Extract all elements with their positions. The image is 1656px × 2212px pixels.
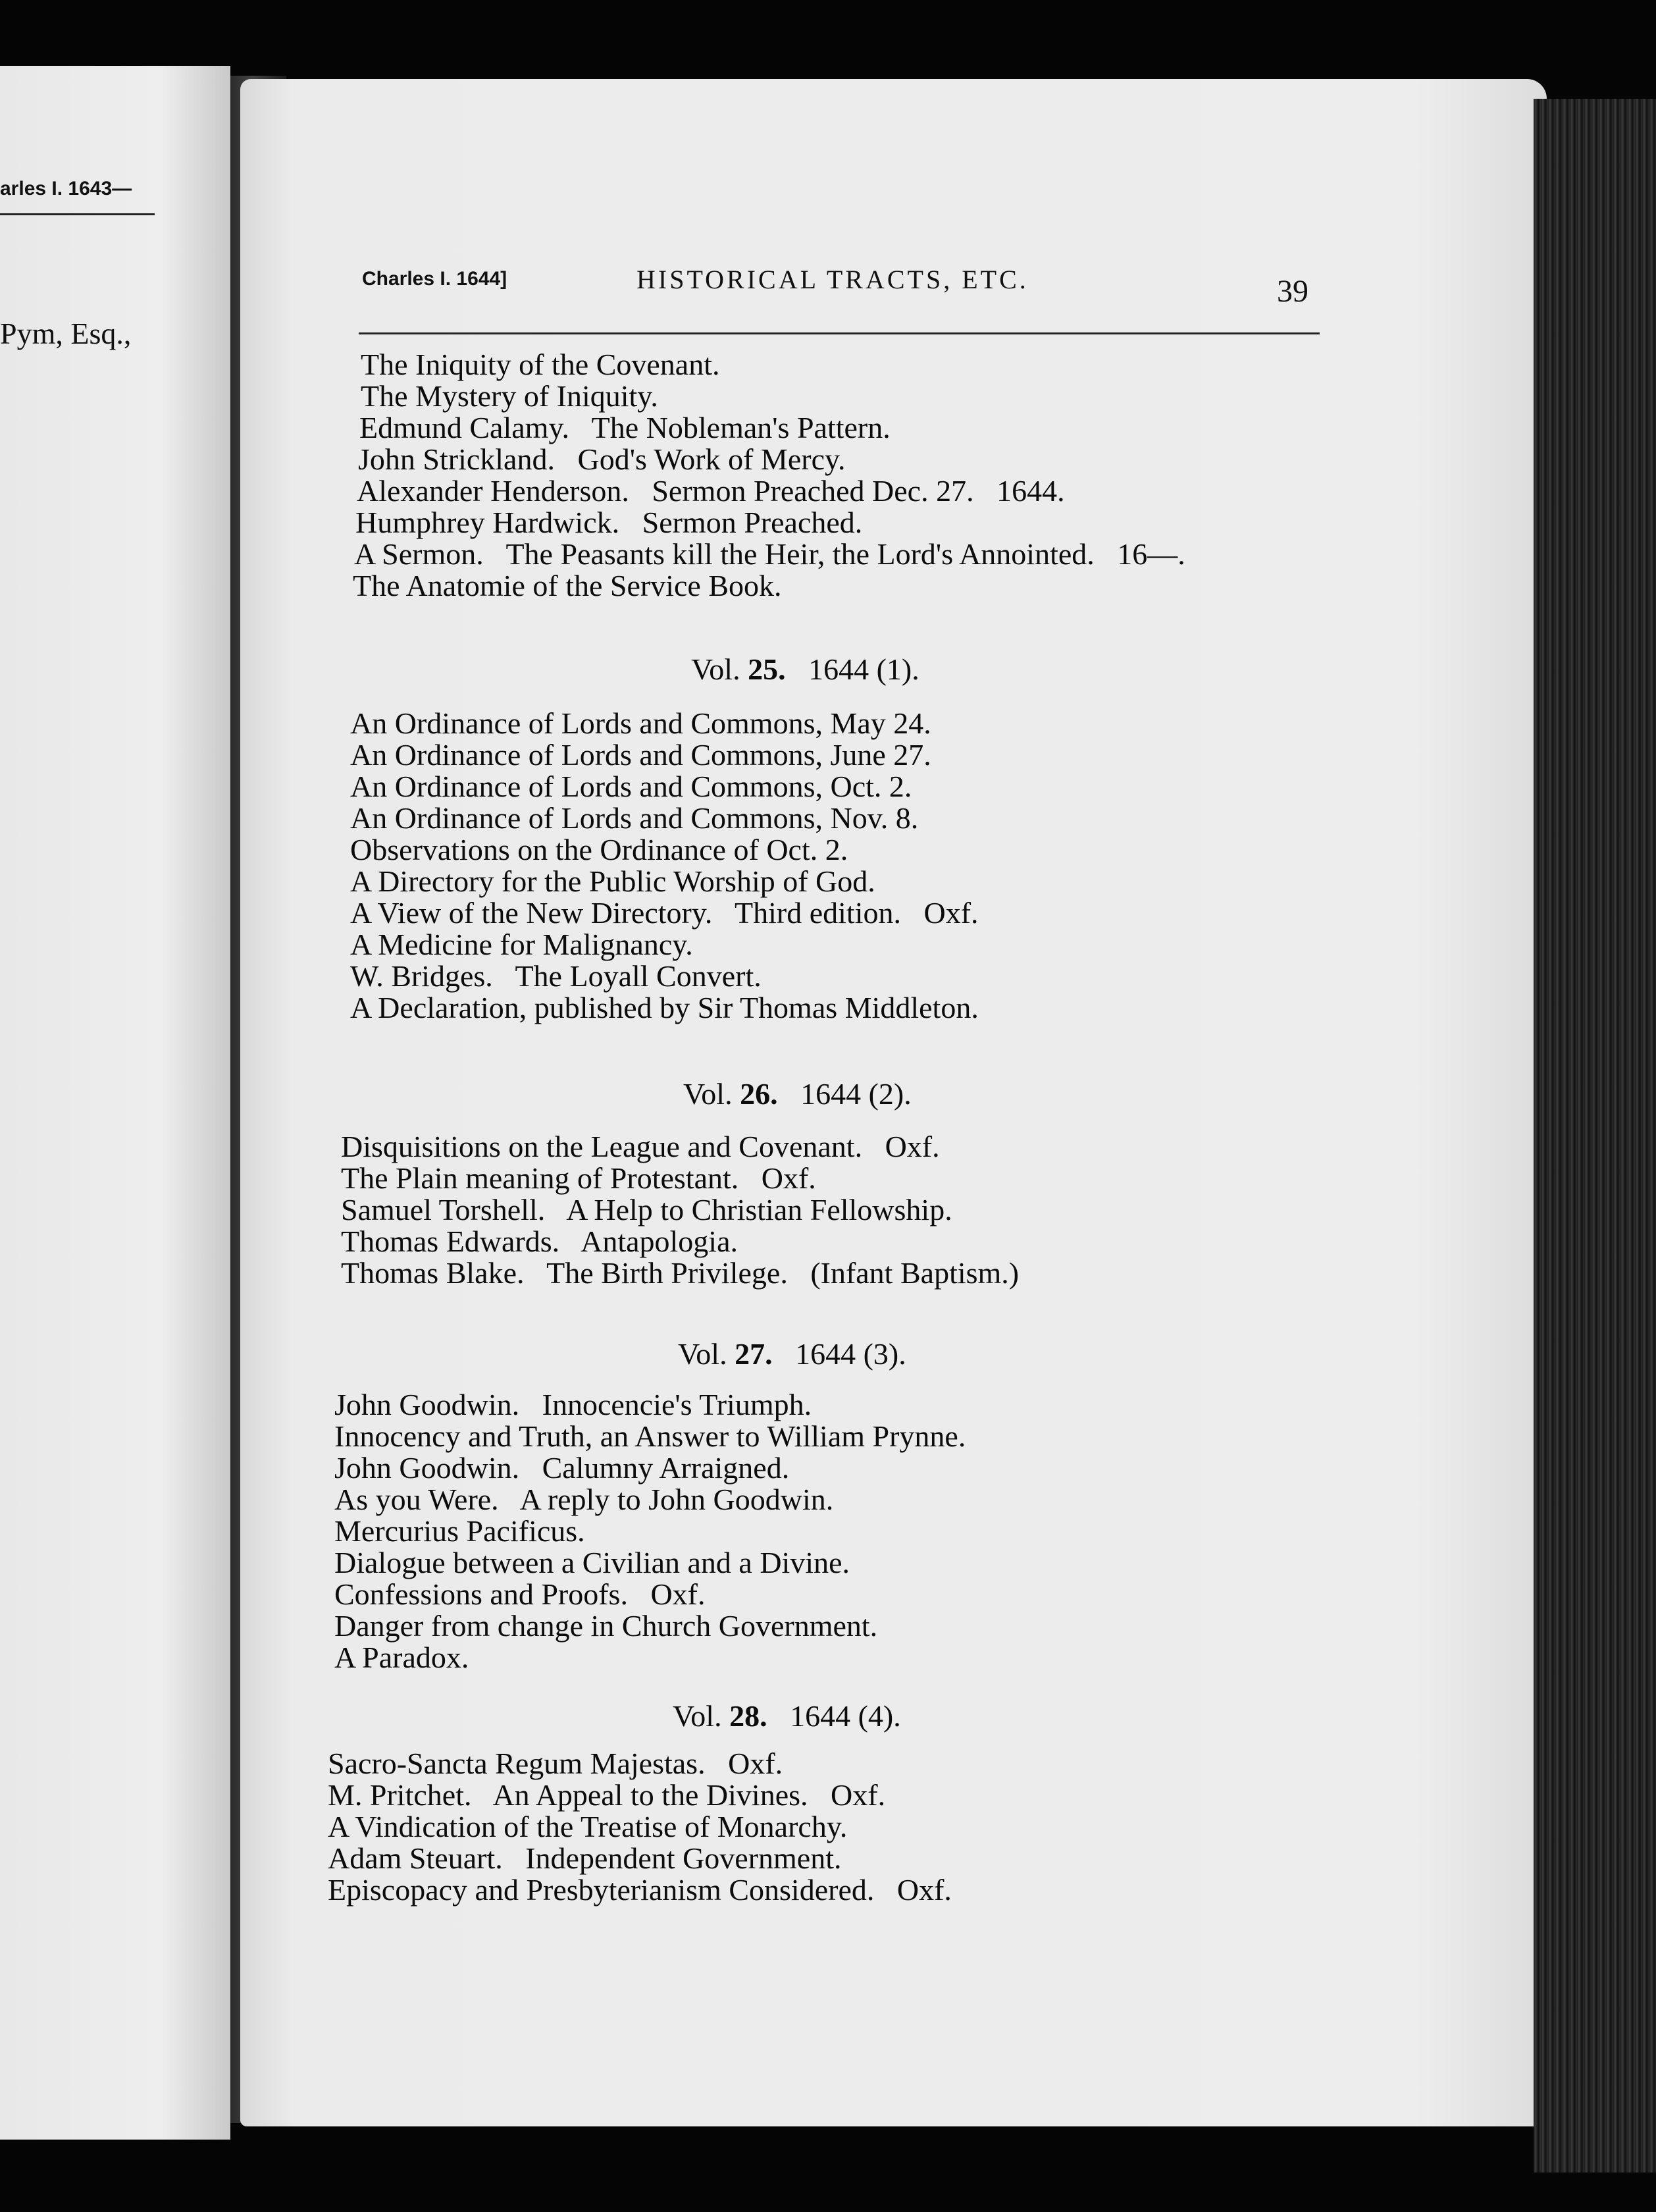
list-item: A Medicine for Malignancy. <box>350 928 693 961</box>
list-item: An Ordinance of Lords and Commons, Oct. 2. <box>350 770 912 803</box>
list-item: Adam Steuart. Independent Government. <box>328 1841 842 1875</box>
volume-entry-list <box>341 1131 1019 1289</box>
list-item: Samuel Torshell. A Help to Christian Fellowship. <box>341 1193 952 1226</box>
list-item: An Ordinance of Lords and Commons, June 27. <box>350 738 931 772</box>
list-item: Innocency and Truth, an Answer to William Prynne. <box>334 1419 966 1453</box>
list-item: A View of the New Directory. Third edition. Oxf. <box>350 896 979 930</box>
list-item: John Goodwin. Innocencie's Triumph. <box>334 1388 812 1421</box>
running-head-reign: Charles I. 1644] <box>362 268 507 290</box>
list-item: The Iniquity of the Covenant. <box>361 348 720 381</box>
list-item: Danger from change in Church Government. <box>334 1609 878 1643</box>
list-item: A Declaration, published by Sir Thomas Middleton. <box>350 991 979 1024</box>
list-item: Sacro-Sancta Regum Majestas. Oxf. <box>328 1747 783 1780</box>
volume-entry-list <box>328 1748 952 1906</box>
volume-label: Vol. <box>691 652 740 686</box>
list-item: As you Were. A reply to John Goodwin. <box>334 1483 834 1516</box>
volume-number: 28. <box>729 1699 767 1733</box>
list-item: The Mystery of Iniquity. <box>361 379 658 413</box>
volume-label: Vol. <box>673 1699 722 1733</box>
left-page <box>0 66 230 2140</box>
list-item: Episcopacy and Presbyterianism Considered. Oxf. <box>328 1873 952 1907</box>
volume-label: Vol. <box>683 1077 733 1111</box>
volume-heading <box>678 1336 906 1371</box>
list-item: Thomas Edwards. Antapologia. <box>341 1224 738 1258</box>
volume-label: Vol. <box>678 1337 727 1371</box>
volume-year: 1644 (4). <box>790 1699 901 1733</box>
list-item: M. Pritchet. An Appeal to the Divines. Oxf. <box>328 1778 886 1812</box>
list-item: Mercurius Pacificus. <box>334 1514 585 1548</box>
volume-heading <box>673 1698 901 1733</box>
volume-number: 26. <box>740 1077 778 1111</box>
list-item: Thomas Blake. The Birth Privilege. (Infant Baptism.) <box>341 1256 1020 1290</box>
page-number: 39 <box>1277 274 1308 309</box>
list-item: An Ordinance of Lords and Commons, Nov. 8. <box>350 801 919 835</box>
list-item: W. Bridges. The Loyall Convert. <box>350 959 762 993</box>
list-item: A Paradox. <box>334 1641 469 1674</box>
list-item: The Anatomie of the Service Book. <box>353 569 782 602</box>
top-entry-list <box>353 348 1185 602</box>
list-item: The Plain meaning of Protestant. Oxf. <box>341 1161 816 1195</box>
volume-year: 1644 (3). <box>795 1337 906 1371</box>
volume-year: 1644 (2). <box>800 1077 912 1111</box>
volume-number: 25. <box>748 652 786 686</box>
left-page-text: Pym, Esq., <box>0 317 132 350</box>
page-edges <box>1534 99 1656 2172</box>
list-item: An Ordinance of Lords and Commons, May 24. <box>350 706 931 740</box>
list-item: Alexander Henderson. Sermon Preached Dec. 27. 1644. <box>357 474 1065 508</box>
running-head-title: HISTORICAL TRACTS, ETC. <box>636 265 1029 294</box>
list-item: John Goodwin. Calumny Arraigned. <box>334 1451 790 1485</box>
list-item: Humphrey Hardwick. Sermon Preached. <box>355 506 863 539</box>
volume-entry-list <box>350 708 979 1024</box>
list-item: Disquisitions on the League and Covenant. Oxf. <box>341 1130 940 1163</box>
volume-heading <box>691 652 919 687</box>
volume-number: 27. <box>735 1337 773 1371</box>
list-item: A Directory for the Public Worship of God. <box>350 864 875 898</box>
running-head <box>359 253 1320 334</box>
list-item: Confessions and Proofs. Oxf. <box>334 1577 706 1611</box>
volume-year: 1644 (1). <box>808 652 919 686</box>
left-page-running-head: arles I. 1643— <box>0 178 155 215</box>
list-item: A Sermon. The Peasants kill the Heir, the Lord's Annointed. 16—. <box>354 537 1185 571</box>
list-item: Dialogue between a Civilian and a Divine. <box>334 1546 850 1579</box>
volume-entry-list <box>334 1389 966 1673</box>
list-item: Edmund Calamy. The Nobleman's Pattern. <box>359 411 891 444</box>
volume-heading <box>683 1076 912 1111</box>
list-item: A Vindication of the Treatise of Monarchy. <box>328 1810 848 1843</box>
list-item: John Strickland. God's Work of Mercy. <box>358 442 846 476</box>
list-item: Observations on the Ordinance of Oct. 2. <box>350 833 848 866</box>
